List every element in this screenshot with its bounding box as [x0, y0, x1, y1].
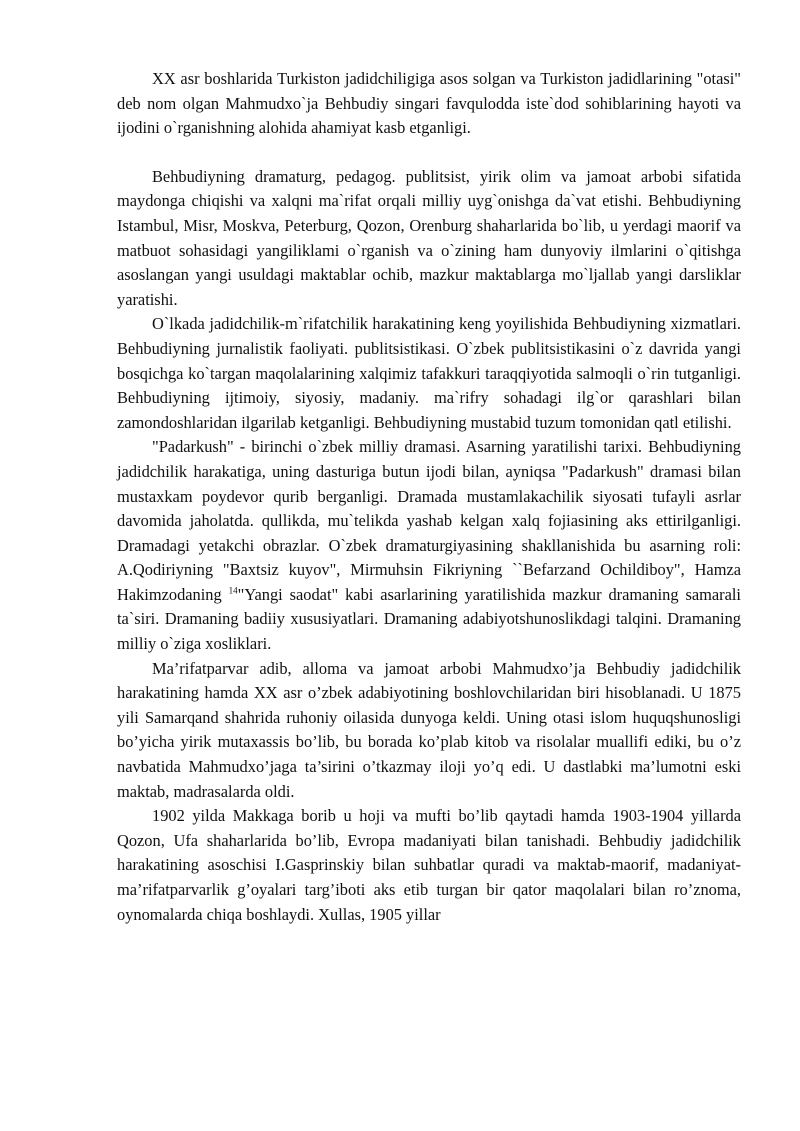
padarkush-text-continued: Yangi saodat" kabi asarlarining yaratilishida mazkur dramaning samarali ta`siri. Dramaning badiiy xususiyatlari. Dramaning adabiyotshunoslikdagi talqini. Dramaning milliy o`ziga xosliklari. — [117, 584, 741, 654]
footnote-mark: 14 — [228, 585, 238, 596]
paragraph-behbudiy-activity: Behbudiyning dramaturg, pedagog. publitsist, yirik olim va jamoat arbobi sifatida maydonga chiqishi va xalqni ma`rifat orqali milliy uyg`onishga da`vat etishi. Behbudiyning Istambul, Misr, Moskva, Peterburg, Qozon, Orenburg shaharlarida bo`lib, u yerdagi maorif va matbuot sohasidagi yangiliklami o`rganish va o`zining ham dunyoviy ilmlarini o`qitishga asoslangan yangi usuldagi maktablar ochib, mazkur maktablarga mo`ljallab yangi darsliklar yaratishi. — [117, 166, 741, 309]
document-page — [117, 67, 741, 927]
paragraph-intro: XX asr boshlarida Turkiston jadidchiligiga asos solgan va Turkiston jadidlarining "otasi" deb nom olgan Mahmudxo`ja Behbudiy singari favqulodda iste`dod sohiblarining hayoti va ijodini o`rganishning alohida ahamiyat kasb etganligi. — [117, 69, 741, 138]
paragraph-jadid-movement: O`lkada jadidchilik-m`rifatchilik harakatining keng yoyilishida Behbudiyning xizmatlari. Behbudiyning jurnalistik faoliyati. publitsistikasi. O`zbek publitsistikasini o`z davrida yangi bosqichga ko`targan maqolalarining xalqimiz tafakkuri taraqqiyotida salmoqli o`rin tutganligi. Behbudiyning ijtimoiy, siyosiy, madaniy. ma`rifry sohadagi ilg`or qarashlari bilan zamondoshlaridan ilgarilab ketganligi. Behbudiyning mustabid tuzum tomonidan qatl etilishi. — [117, 314, 741, 432]
paragraph-padarkush: "Padarkush" - birinchi o`zbek milliy dramasi. Asarning yaratilishi tarixi. Behbudiyning jadidchilik harakatiga, uning dasturiga butun ijodi bilan, ayniqsa "Padarkush" dramasi bilan mustaxkam poydevor qurib berganligi. Dramada mustamlakachilik siyosati tufayli asrlar davomida jaholatda. qullikda, mu`telikda yashab kelgan xalq fojiasining aks ettirilganligi. Dramadagi yetakchi obrazlar. O`zbek dramaturgiyasining shakllanishida bu asarning roli: A.Qodiriyning "Baxtsiz kuyov", Mirmuhsin Fikriyning ``Befarzand Ochildiboy", Hamza Hakimzodaning $^{14}$"Yangi saodat" kabi asarlarining yaratilishida mazkur dramaning samarali ta`siri. Dramaning badiiy xususiyatlari. Dramaning adabiyotshunoslikdagi talqini. Dramaning milliy o`ziga xosliklari. — [117, 437, 741, 654]
padarkush-text: "Padarkush" - birinchi o`zbek milliy dramasi. Asarning yaratilishi tarixi. Behbudiyning jadidchilik harakatiga, uning dasturiga butun ijodi bilan, ayniqsa "Padarkush" dramasi bilan mustaxkam poydevor qurib berganligi. Dramada mustamlakachilik siyosati tufayli asrlar davomida jaholatda. qullikda, mu`telikda yashab kelgan xalq fojiasining aks ettirilganligi. Dramadagi yetakchi obrazlar. O`zbek dramaturgiyasining shakllanishida bu asarning roli: A.Qodiriyning "Baxtsiz kuyov", Mirmuhsin Fikriyning ``Befarzand Ochildiboy", Hamza Hakimzodaning — [117, 437, 741, 604]
paragraph-travels: 1902 yilda Makkaga borib u hoji va mufti bo’lib qaytadi hamda 1903-1904 yillarda Qozon, Ufa shaharlarida bo’lib, Evropa madaniyati bilan tanishadi. Behbudiy jadidchilik harakatining asoschisi I.Gasprinskiy bilan suhbatlar quradi va maktab-maorif, madaniyat-ma’rifatparvarlik g’oyalari targ’iboti aks etib turgan bir qator maqolalari bilan ro’znoma, oynomalarda chiqa boshlaydi. Xullas, 1905 yillar — [117, 806, 741, 924]
paragraph-biography: Ma’rifatparvar adib, alloma va jamoat arbobi Mahmudxo’ja Behbudiy jadidchilik harakatining hamda XX asr o’zbek adabiyotining boshlovchilaridan biri hisoblanadi. U 1875 yili Samarqand shahrida ruhoniy oilasida dunyoga keldi. Uning otasi islom huquqshunosligi bo’yicha yirik mutaxassis bo’lib, bu borada ko’plab kitob va risolalar muallifi ediki, bu o’z navbatida Mahmudxo’jaga ta’sirini o’tkazmay iloji yo’q edi. U dastlabki ma’lumotni eski maktab, madrasalarda oldi. — [117, 658, 741, 801]
